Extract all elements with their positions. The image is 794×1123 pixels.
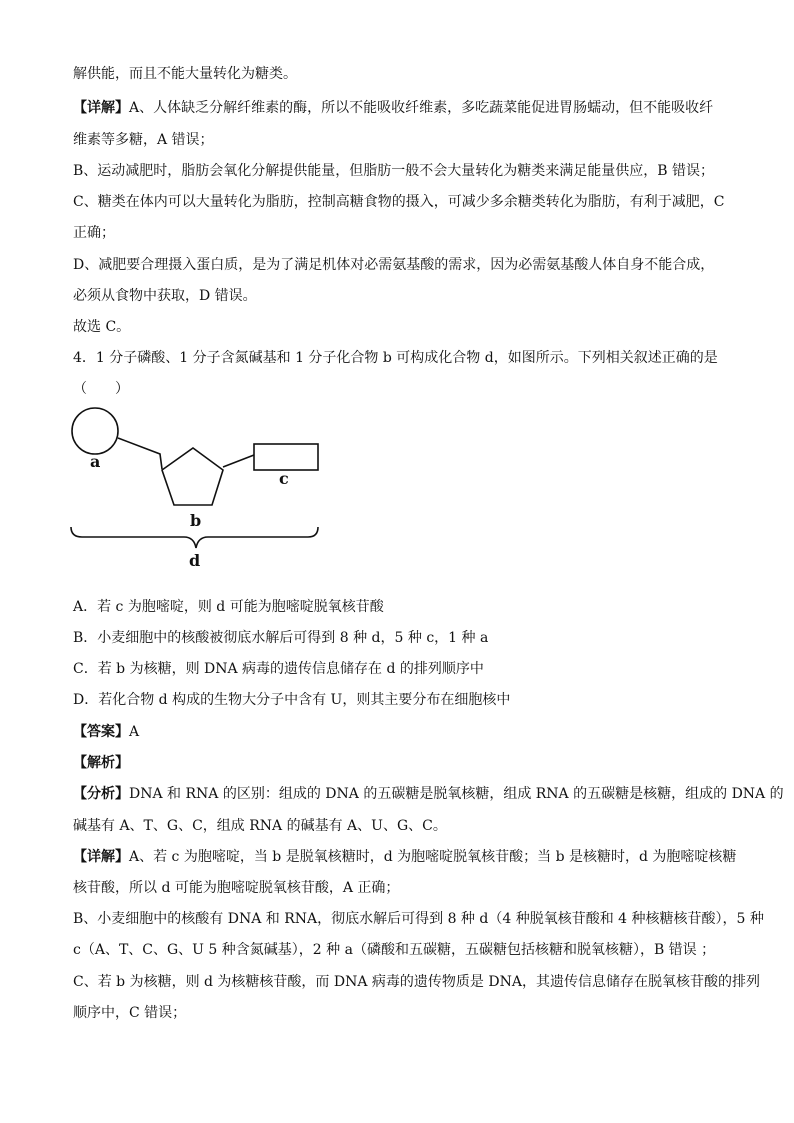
choose-line: 故选 C。 <box>73 319 131 335</box>
question-stem-line-1: 4．1 分子磷酸、1 分子含氮碱基和 1 分子化合物 b 可构成化合物 d，如图所示。下列相关叙述正确的是 <box>73 350 718 366</box>
detail-a-line-1 <box>73 98 733 118</box>
text-line: 解供能，而且不能大量转化为糖类。 <box>73 66 297 82</box>
option-c: C．若 b 为核糖，则 DNA 病毒的遗传信息储存在 d 的排列顺序中 <box>73 661 484 677</box>
question-stem-line-2: （ ） <box>73 381 129 397</box>
detail-c-line-2: 正确； <box>73 225 115 241</box>
option-b: B．小麦细胞中的核酸被彻底水解后可得到 8 种 d，5 种 c，1 种 a <box>73 630 489 646</box>
detail-b-line: B、运动减肥时，脂肪会氧化分解提供能量，但脂肪一般不会大量转化为糖类来满足能量供应，B 错误； <box>73 163 715 179</box>
brace <box>71 527 318 548</box>
analysis-detail-c-line-2: 顺序中，C 错误； <box>73 1005 187 1021</box>
fenxi-text: DNA 和 RNA 的区别：组成的 DNA 的五碳糖是脱氧核糖，组成 RNA 的五碳糖是核糖，组成的 DNA 的 <box>129 786 784 802</box>
nucleotide-diagram <box>66 402 336 574</box>
analysis-tag: 【解析】 <box>73 755 129 771</box>
pentose-pentagon <box>162 448 223 505</box>
label-b: b <box>190 511 202 530</box>
phosphate-circle <box>72 408 118 454</box>
label-d: d <box>189 551 201 570</box>
option-d: D．若化合物 d 构成的生物大分子中含有 U，则其主要分布在细胞核中 <box>73 692 511 708</box>
analysis-detail-a-line-2: 核苷酸，所以 d 可能为胞嘧啶脱氧核苷酸，A 正确； <box>73 880 400 896</box>
fenxi-tag: 【分析】 <box>73 786 129 802</box>
analysis-fenxi-line-1 <box>73 784 784 804</box>
detail-tag: 【详解】 <box>73 100 129 116</box>
option-a: A．若 c 为胞嘧啶，则 d 可能为胞嘧啶脱氧核苷酸 <box>73 599 384 615</box>
detail-a-line-2: 维素等多糖，A 错误； <box>73 132 214 148</box>
answer-tag: 【答案】 <box>73 724 129 740</box>
analysis-detail-b-line-2: c（A、T、C、G、U 5 种含氮碱基），2 种 a（磷酸和五碳糖，五碳糖包括核糖和脱氧核糖），B 错误 ； <box>73 942 716 958</box>
analysis-detail-b-line-1: B、小麦细胞中的核酸有 DNA 和 RNA，彻底水解后可得到 8 种 d（4 种脱氧核苷酸和 4 种核糖核苷酸），5 种 <box>73 911 764 927</box>
bond-sugar-base <box>223 455 254 467</box>
analysis-detail-a-text: A、若 c 为胞嘧啶，当 b 是脱氧核糖时，d 为胞嘧啶脱氧核苷酸；当 b 是核糖时，d 为胞嘧啶核糖 <box>129 849 737 865</box>
answer-value: A <box>129 724 140 740</box>
detail-c-line-1: C、糖类在体内可以大量转化为脂肪，控制高糖食物的摄入，可减少多余糖类转化为脂肪，有利于减肥，C <box>73 194 725 210</box>
bond-phosphate-sugar <box>118 438 162 469</box>
analysis-detail-tag: 【详解】 <box>73 849 129 865</box>
analysis-fenxi-line-2: 碱基有 A、T、G、C，组成 RNA 的碱基有 A、U、G、C。 <box>73 818 447 834</box>
base-rectangle <box>254 444 318 470</box>
answer-line <box>73 722 733 742</box>
detail-d-line-1: D、减肥要合理摄入蛋白质，是为了满足机体对必需氨基酸的需求，因为必需氨基酸人体自身不能合成， <box>73 257 715 273</box>
detail-a-text: A、人体缺乏分解纤维素的酶，所以不能吸收纤维素，多吃蔬菜能促进胃肠蠕动，但不能吸收纤 <box>129 100 714 116</box>
label-c: c <box>279 469 289 488</box>
label-a: a <box>90 452 101 471</box>
analysis-detail-a-line-1 <box>73 847 737 867</box>
detail-d-line-2: 必须从食物中获取，D 错误。 <box>73 288 257 304</box>
analysis-detail-c-line-1: C、若 b 为核糖，则 d 为核糖核苷酸，而 DNA 病毒的遗传物质是 DNA，其遗传信息储存在脱氧核苷酸的排列 <box>73 974 760 990</box>
